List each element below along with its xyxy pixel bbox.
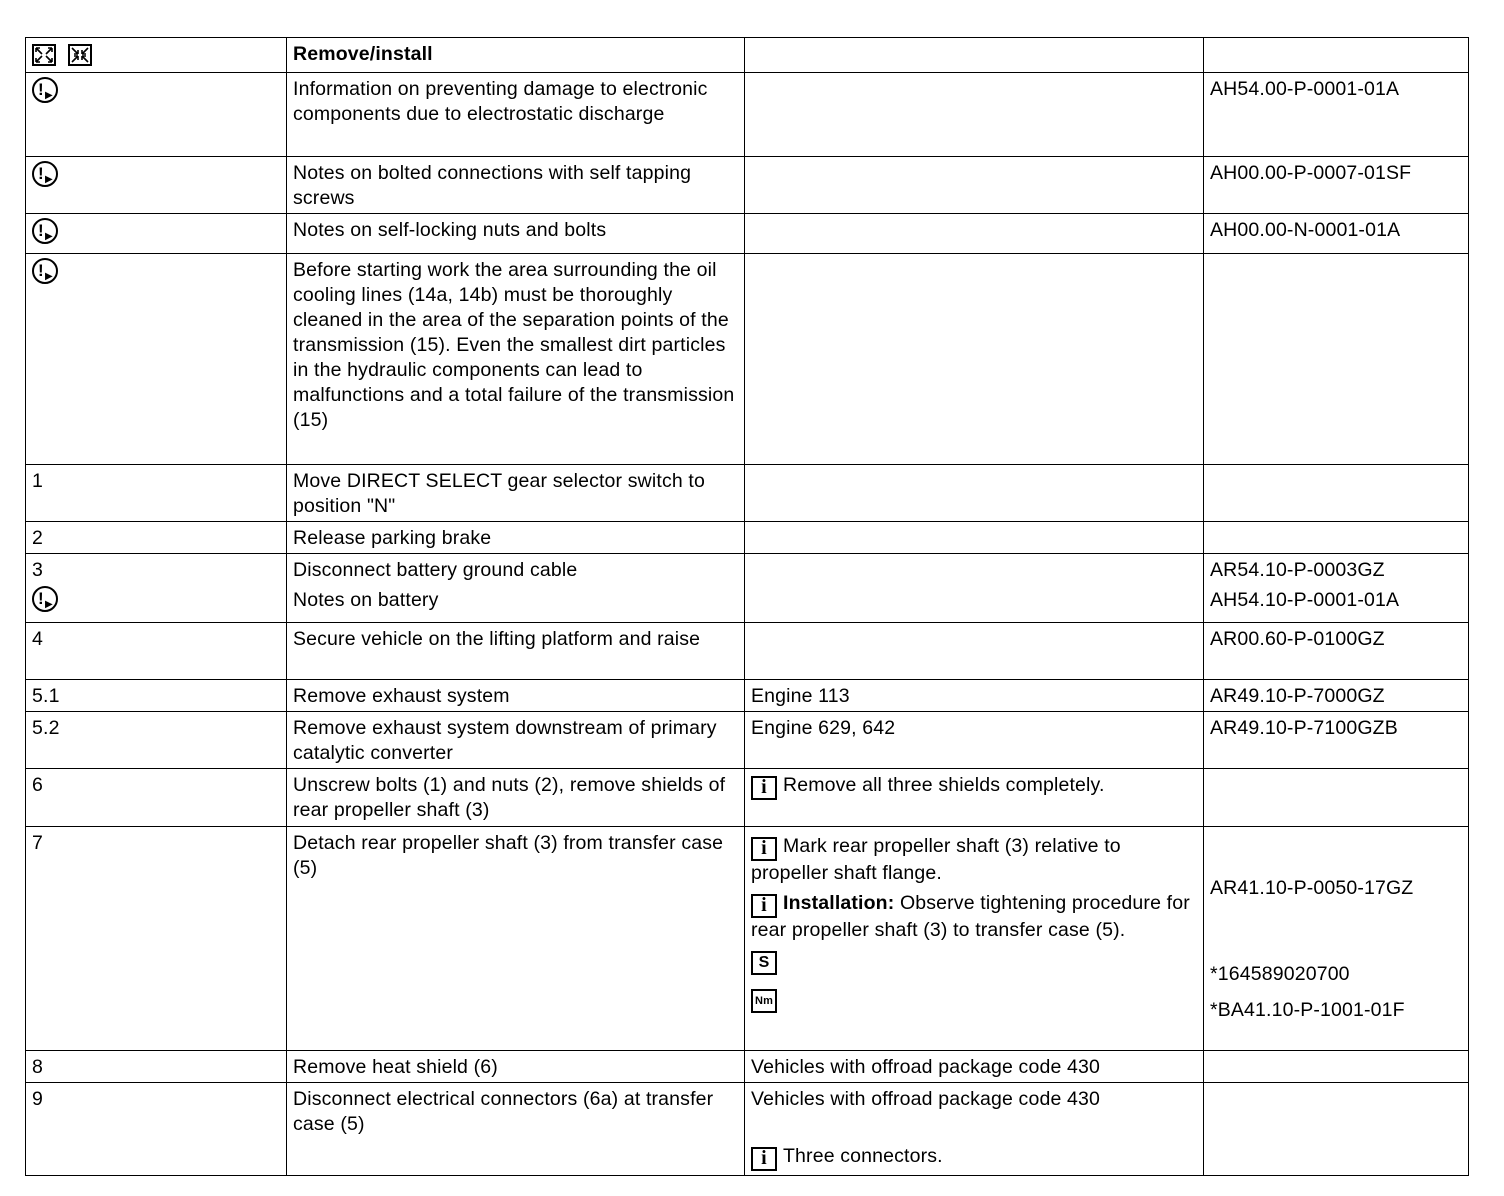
reference-link[interactable]: AH00.00-P-0007-01SF xyxy=(1204,157,1469,214)
tool-reference-link[interactable]: *164589020700 xyxy=(1210,963,1350,985)
step-note: Vehicles with offroad package code 430 xyxy=(745,1051,1204,1083)
step-text: Remove exhaust system xyxy=(287,680,745,712)
caution-icon xyxy=(32,258,58,284)
step-number: 9 xyxy=(26,1083,287,1176)
step-note: Engine 113 xyxy=(745,680,1204,712)
step-text: Release parking brake xyxy=(287,522,745,554)
reference-link[interactable]: AR54.10-P-0003GZ xyxy=(1210,559,1385,581)
step-text: Remove exhaust system downstream of primary catalytic converter xyxy=(287,712,745,769)
header-empty-cell xyxy=(745,38,1204,73)
collapse-icon[interactable] xyxy=(68,44,92,66)
step-text: Notes on self-locking nuts and bolts xyxy=(287,214,745,254)
step-number: 1 xyxy=(26,465,287,522)
header-empty-cell xyxy=(1204,38,1469,73)
step-text: Disconnect battery ground cable xyxy=(293,559,578,581)
info-note xyxy=(751,891,1197,943)
table-row xyxy=(26,73,1469,157)
table-row xyxy=(26,465,1469,522)
step-text: Information on preventing damage to electronic components due to electrostatic discharge xyxy=(287,73,745,157)
reference-link[interactable]: AH54.00-P-0001-01A xyxy=(1204,73,1469,157)
caution-icon xyxy=(32,77,58,103)
reference-link[interactable]: AR00.60-P-0100GZ xyxy=(1204,623,1469,680)
torque-reference-link[interactable]: *BA41.10-P-1001-01F xyxy=(1210,999,1405,1021)
table-row xyxy=(26,1083,1469,1176)
step-note: Mark rear propeller shaft (3) relative to propeller shaft flange. xyxy=(751,835,1121,884)
info-note xyxy=(751,1144,1197,1171)
reference-link[interactable]: AH54.10-P-0001-01A xyxy=(1210,589,1400,611)
special-tool-icon: S xyxy=(751,951,777,975)
step-text: Disconnect electrical connectors (6a) at transfer case (5) xyxy=(287,1083,745,1176)
table-header-row xyxy=(26,38,1469,73)
step-number: 3 xyxy=(32,559,43,581)
table-row xyxy=(26,554,1469,623)
info-icon: i xyxy=(751,776,777,800)
step-note: Observe tightening procedure for rear propeller shaft (3) to transfer case (5). xyxy=(751,892,1190,941)
table-row xyxy=(26,1051,1469,1083)
step-text: Remove heat shield (6) xyxy=(287,1051,745,1083)
step-number: 4 xyxy=(26,623,287,680)
step-subtext: Notes on battery xyxy=(293,589,439,611)
step-number: 5.2 xyxy=(26,712,287,769)
step-text: Detach rear propeller shaft (3) from transfer case (5) xyxy=(287,827,745,1051)
torque-icon: Nm xyxy=(751,989,777,1013)
step-text: Notes on bolted connections with self tapping screws xyxy=(287,157,745,214)
step-number: 5.1 xyxy=(26,680,287,712)
table-row xyxy=(26,712,1469,769)
installation-label: Installation: xyxy=(783,892,895,914)
info-icon: i xyxy=(751,894,777,918)
table-row xyxy=(26,827,1469,1051)
table-row xyxy=(26,214,1469,254)
step-text: Unscrew bolts (1) and nuts (2), remove shields of rear propeller shaft (3) xyxy=(287,769,745,827)
table-row xyxy=(26,254,1469,465)
step-text: Secure vehicle on the lifting platform and raise xyxy=(287,623,745,680)
reference-link[interactable]: AR49.10-P-7100GZB xyxy=(1204,712,1469,769)
info-icon: i xyxy=(751,1147,777,1171)
table-row xyxy=(26,680,1469,712)
info-icon: i xyxy=(751,837,777,861)
table-row xyxy=(26,769,1469,827)
reference-link[interactable]: AR49.10-P-7000GZ xyxy=(1204,680,1469,712)
table-row xyxy=(26,522,1469,554)
procedure-table xyxy=(25,37,1469,1176)
table-row xyxy=(26,623,1469,680)
step-note: Vehicles with offroad package code 430 xyxy=(751,1088,1100,1110)
step-number: 6 xyxy=(26,769,287,827)
step-number: 2 xyxy=(26,522,287,554)
reference-link[interactable]: AH00.00-N-0001-01A xyxy=(1204,214,1469,254)
step-text: Before starting work the area surrounding the oil cooling lines (14a, 14b) must be thoroughly cleaned in the area of the separation points of the transmission (15). Even the smallest dirt particles in the hydraulic components can lead to malfunctions and a total failure of the transmission (15) xyxy=(287,254,745,465)
caution-icon xyxy=(32,161,58,187)
step-note: Three connectors. xyxy=(783,1145,943,1167)
step-number: 8 xyxy=(26,1051,287,1083)
step-note: Remove all three shields completely. xyxy=(783,774,1105,796)
expand-icon[interactable] xyxy=(32,44,56,66)
caution-icon xyxy=(32,218,58,244)
header-icons-cell xyxy=(26,38,287,73)
step-note: Engine 629, 642 xyxy=(745,712,1204,769)
header-title: Remove/install xyxy=(287,38,745,73)
info-note xyxy=(751,834,1197,886)
table-row xyxy=(26,157,1469,214)
reference-link[interactable]: AR41.10-P-0050-17GZ xyxy=(1210,877,1414,899)
caution-icon xyxy=(32,586,58,612)
step-number: 7 xyxy=(26,827,287,1051)
step-text: Move DIRECT SELECT gear selector switch to position "N" xyxy=(287,465,745,522)
